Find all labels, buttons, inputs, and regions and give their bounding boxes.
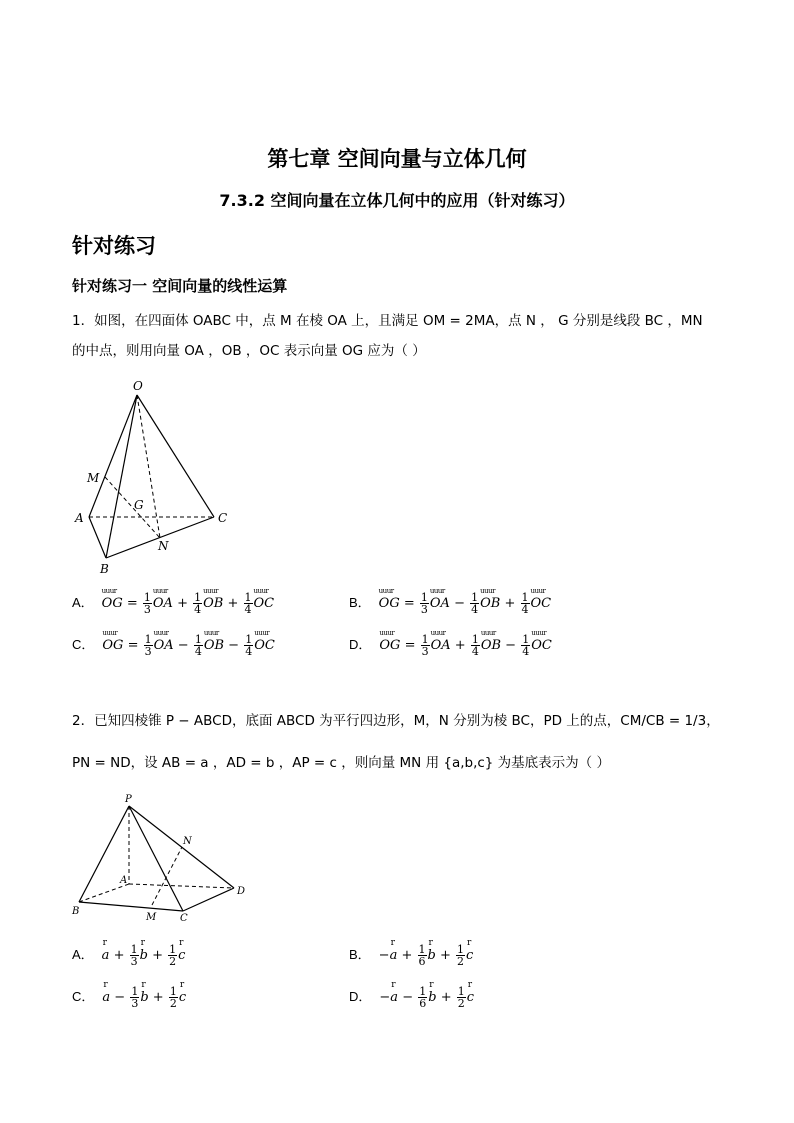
q1-option-a[interactable]: A．uuur OG = $\frac{1}{3}$ uuur OA + $\frac{1}{4}$ uuur OB + $\frac{1}{4}$ uuur OC bbox=[72, 592, 274, 615]
q2-option-d[interactable]: D． −r a − $\frac{1}{6}$ r b + $\frac{1}{2}$ r c bbox=[349, 986, 474, 1009]
label-N: N bbox=[158, 539, 169, 553]
label-O: O bbox=[133, 379, 143, 393]
label-C: C bbox=[180, 913, 188, 924]
q2-option-c[interactable]: C．r a − $\frac{1}{3}$ r b + $\frac{1}{2}$ r c bbox=[72, 986, 186, 1009]
q2-option-b[interactable]: B． −r a + $\frac{1}{6}$ r b + $\frac{1}{2}$ r c bbox=[349, 944, 473, 967]
question-1-line-1: 1．如图，在四面体 OABC 中，点 M 在棱 OA 上，且满足 OM = 2MA，点 N ， G 分别是线段 BC ，MN bbox=[72, 313, 703, 329]
label-A: A bbox=[120, 875, 128, 886]
label-B: B bbox=[72, 906, 80, 917]
label-G: G bbox=[134, 498, 144, 512]
q1-option-b[interactable]: B．uuur OG = $\frac{1}{3}$ uuur OA − $\frac{1}{4}$ uuur OB + $\frac{1}{4}$ uuur OC bbox=[349, 592, 551, 615]
question-1-line-2: 的中点，则用向量 OA ，OB ，OC 表示向量 OG 应为（ ） bbox=[72, 343, 426, 359]
label-M: M bbox=[87, 471, 100, 485]
label-B: B bbox=[100, 562, 109, 576]
q1-option-d[interactable]: D．uuur OG = $\frac{1}{3}$ uuur OA + $\frac{1}{4}$ uuur OB − $\frac{1}{4}$ uuur OC bbox=[349, 634, 552, 657]
chapter-title: 第七章 空间向量与立体几何 bbox=[267, 147, 527, 171]
question-2-line-1: 2．已知四棱锥 P − ABCD，底面 ABCD 为平行四边形，M，N 分别为棱 BC，PD 上的点，CM/CB = 1/3， bbox=[72, 713, 720, 729]
label-A: A bbox=[75, 511, 84, 525]
section-title: 7.3.2 空间向量在立体几何中的应用（针对练习） bbox=[219, 191, 575, 210]
label-C: C bbox=[218, 511, 228, 525]
q1-option-c[interactable]: C．uuur OG = $\frac{1}{3}$ uuur OA − $\frac{1}{4}$ uuur OB − $\frac{1}{4}$ uuur OC bbox=[72, 634, 275, 657]
label-D: D bbox=[237, 886, 246, 897]
label-N: N bbox=[183, 836, 192, 847]
pyramid-figure bbox=[70, 790, 255, 930]
question-2-line-2: PN = ND，设 AB = a ，AD = b ，AP = c ，则向量 MN 用 {a,b,c} 为基底表示为（ ） bbox=[72, 755, 610, 771]
tetrahedron-figure bbox=[70, 378, 240, 578]
label-P: P bbox=[125, 794, 132, 805]
section-subheading: 针对练习一 空间向量的线性运算 bbox=[72, 277, 288, 295]
label-M: M bbox=[146, 912, 157, 923]
page-heading: 针对练习 bbox=[72, 234, 156, 258]
q2-option-a[interactable]: A．r a + $\frac{1}{3}$ r b + $\frac{1}{2}$ r c bbox=[72, 944, 185, 967]
